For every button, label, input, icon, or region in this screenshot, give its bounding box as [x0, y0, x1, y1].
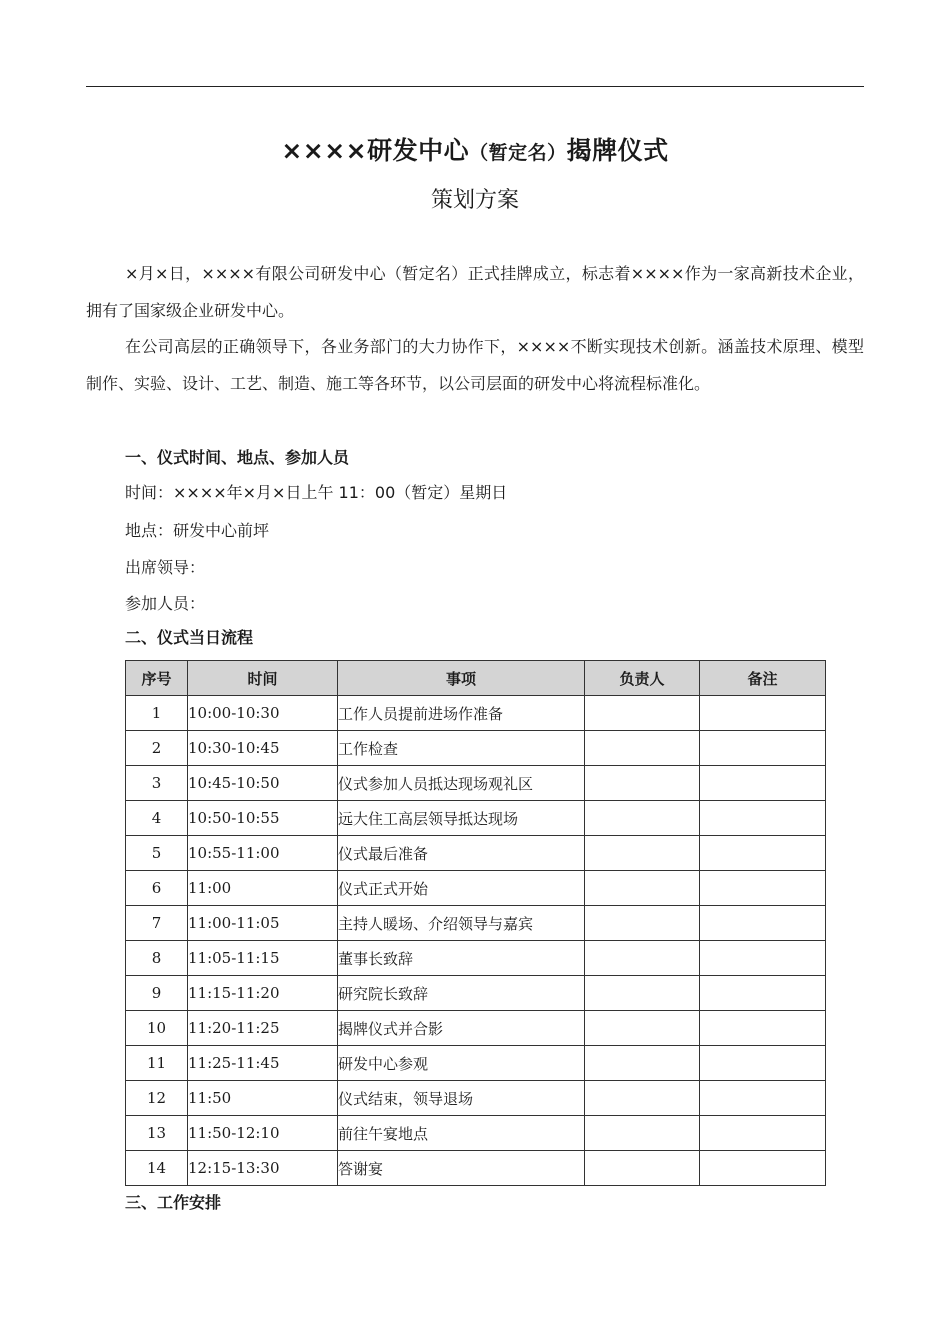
cell-note — [700, 1081, 826, 1116]
table-row — [126, 1011, 826, 1046]
cell-note — [700, 731, 826, 766]
cell-no: 6 — [126, 871, 188, 906]
table-body — [126, 696, 826, 1186]
cell-owner — [585, 766, 700, 801]
cell-time: 11:00-11:05 — [188, 906, 338, 941]
cell-time: 10:55-11:00 — [188, 836, 338, 871]
ceremony-flow-table — [125, 660, 826, 1186]
cell-item: 工作人员提前进场作准备 — [338, 696, 585, 731]
cell-no: 9 — [126, 976, 188, 1011]
cell-no: 1 — [126, 696, 188, 731]
intro-paragraph: 在公司高层的正确领导下，各业务部门的大力协作下，××××不断实现技术创新。涵盖技术原理、模型制作、实验、设计、工艺、制造、施工等各环节，以公司层面的研发中心将流程标准化。 — [86, 337, 864, 393]
cell-no: 3 — [126, 766, 188, 801]
cell-owner — [585, 976, 700, 1011]
cell-owner — [585, 1046, 700, 1081]
document-subtitle: 策划方案 — [430, 188, 519, 213]
cell-item: 答谢宴 — [338, 1151, 585, 1186]
cell-time: 11:15-11:20 — [188, 976, 338, 1011]
cell-owner — [585, 1011, 700, 1046]
cell-no: 11 — [126, 1046, 188, 1081]
cell-item: 董事长致辞 — [338, 941, 585, 976]
cell-item: 研究院长致辞 — [338, 976, 585, 1011]
cell-note — [700, 1116, 826, 1151]
table-row — [126, 1081, 826, 1116]
cell-time: 11:05-11:15 — [188, 941, 338, 976]
cell-note — [700, 1011, 826, 1046]
table-row — [126, 731, 826, 766]
table-row — [126, 1151, 826, 1186]
table-row — [126, 941, 826, 976]
cell-owner — [585, 801, 700, 836]
section3-heading: 三、工作安排 — [125, 1193, 222, 1212]
cell-note — [700, 801, 826, 836]
title-tail: 揭牌仪式 — [566, 136, 669, 165]
table-row — [126, 801, 826, 836]
intro-paragraph: ×月×日，××××有限公司研发中心（暂定名）正式挂牌成立，标志着××××作为一家高新技术企业，拥有了国家级企业研发中心。 — [86, 264, 864, 320]
cell-no: 8 — [126, 941, 188, 976]
table-row — [126, 1116, 826, 1151]
cell-time: 11:50 — [188, 1081, 338, 1116]
cell-item: 工作检查 — [338, 731, 585, 766]
cell-owner — [585, 1116, 700, 1151]
ceremony-time: 时间：××××年×月×日上午 11：00（暂定）星期日 — [125, 483, 508, 502]
cell-time: 11:20-11:25 — [188, 1011, 338, 1046]
cell-owner — [585, 1151, 700, 1186]
ceremony-place: 地点：研发中心前坪 — [125, 521, 270, 540]
cell-owner — [585, 836, 700, 871]
title-main: ××××研发中心 — [281, 136, 470, 165]
cell-item: 仪式结束，领导退场 — [338, 1081, 585, 1116]
cell-owner — [585, 906, 700, 941]
cell-no: 7 — [126, 906, 188, 941]
cell-no: 13 — [126, 1116, 188, 1151]
cell-item: 前往午宴地点 — [338, 1116, 585, 1151]
header-no: 序号 — [126, 661, 188, 696]
cell-note — [700, 696, 826, 731]
cell-no: 12 — [126, 1081, 188, 1116]
table-row — [126, 836, 826, 871]
header-rule — [86, 86, 864, 87]
cell-time: 10:30-10:45 — [188, 731, 338, 766]
cell-no: 10 — [126, 1011, 188, 1046]
cell-note — [700, 941, 826, 976]
table-row — [126, 976, 826, 1011]
cell-item: 远大住工高层领导抵达现场 — [338, 801, 585, 836]
cell-note — [700, 906, 826, 941]
cell-time: 11:50-12:10 — [188, 1116, 338, 1151]
table-row — [126, 766, 826, 801]
cell-time: 10:00-10:30 — [188, 696, 338, 731]
cell-time: 10:50-10:55 — [188, 801, 338, 836]
cell-note — [700, 836, 826, 871]
cell-note — [700, 1151, 826, 1186]
cell-item: 揭牌仪式并合影 — [338, 1011, 585, 1046]
section2-heading: 二、仪式当日流程 — [125, 628, 254, 647]
ceremony-leaders: 出席领导： — [125, 558, 206, 577]
cell-no: 5 — [126, 836, 188, 871]
cell-item: 仪式参加人员抵达现场观礼区 — [338, 766, 585, 801]
cell-item: 仪式最后准备 — [338, 836, 585, 871]
cell-no: 14 — [126, 1151, 188, 1186]
cell-item: 仪式正式开始 — [338, 871, 585, 906]
document-title — [86, 133, 864, 171]
table-row — [126, 906, 826, 941]
table-row — [126, 696, 826, 731]
cell-owner — [585, 941, 700, 976]
header-owner: 负责人 — [585, 661, 700, 696]
cell-time: 12:15-13:30 — [188, 1151, 338, 1186]
cell-time: 10:45-10:50 — [188, 766, 338, 801]
intro-paragraph-2-block — [86, 329, 864, 402]
cell-owner — [585, 1081, 700, 1116]
title-paren: （暂定名） — [469, 142, 567, 164]
header-item: 事项 — [338, 661, 585, 696]
table-header-row — [126, 661, 826, 696]
section1-heading: 一、仪式时间、地点、参加人员 — [125, 448, 350, 467]
cell-note — [700, 976, 826, 1011]
ceremony-attendees: 参加人员： — [125, 594, 206, 613]
cell-item: 主持人暖场、介绍领导与嘉宾 — [338, 906, 585, 941]
intro-paragraph-1-block — [86, 256, 864, 329]
header-note: 备注 — [700, 661, 826, 696]
table-row — [126, 1046, 826, 1081]
cell-time: 11:25-11:45 — [188, 1046, 338, 1081]
cell-owner — [585, 696, 700, 731]
cell-owner — [585, 731, 700, 766]
cell-owner — [585, 871, 700, 906]
cell-item: 研发中心参观 — [338, 1046, 585, 1081]
table-row — [126, 871, 826, 906]
cell-no: 2 — [126, 731, 188, 766]
cell-note — [700, 1046, 826, 1081]
cell-no: 4 — [126, 801, 188, 836]
cell-time: 11:00 — [188, 871, 338, 906]
cell-note — [700, 871, 826, 906]
cell-note — [700, 766, 826, 801]
header-time: 时间 — [188, 661, 338, 696]
